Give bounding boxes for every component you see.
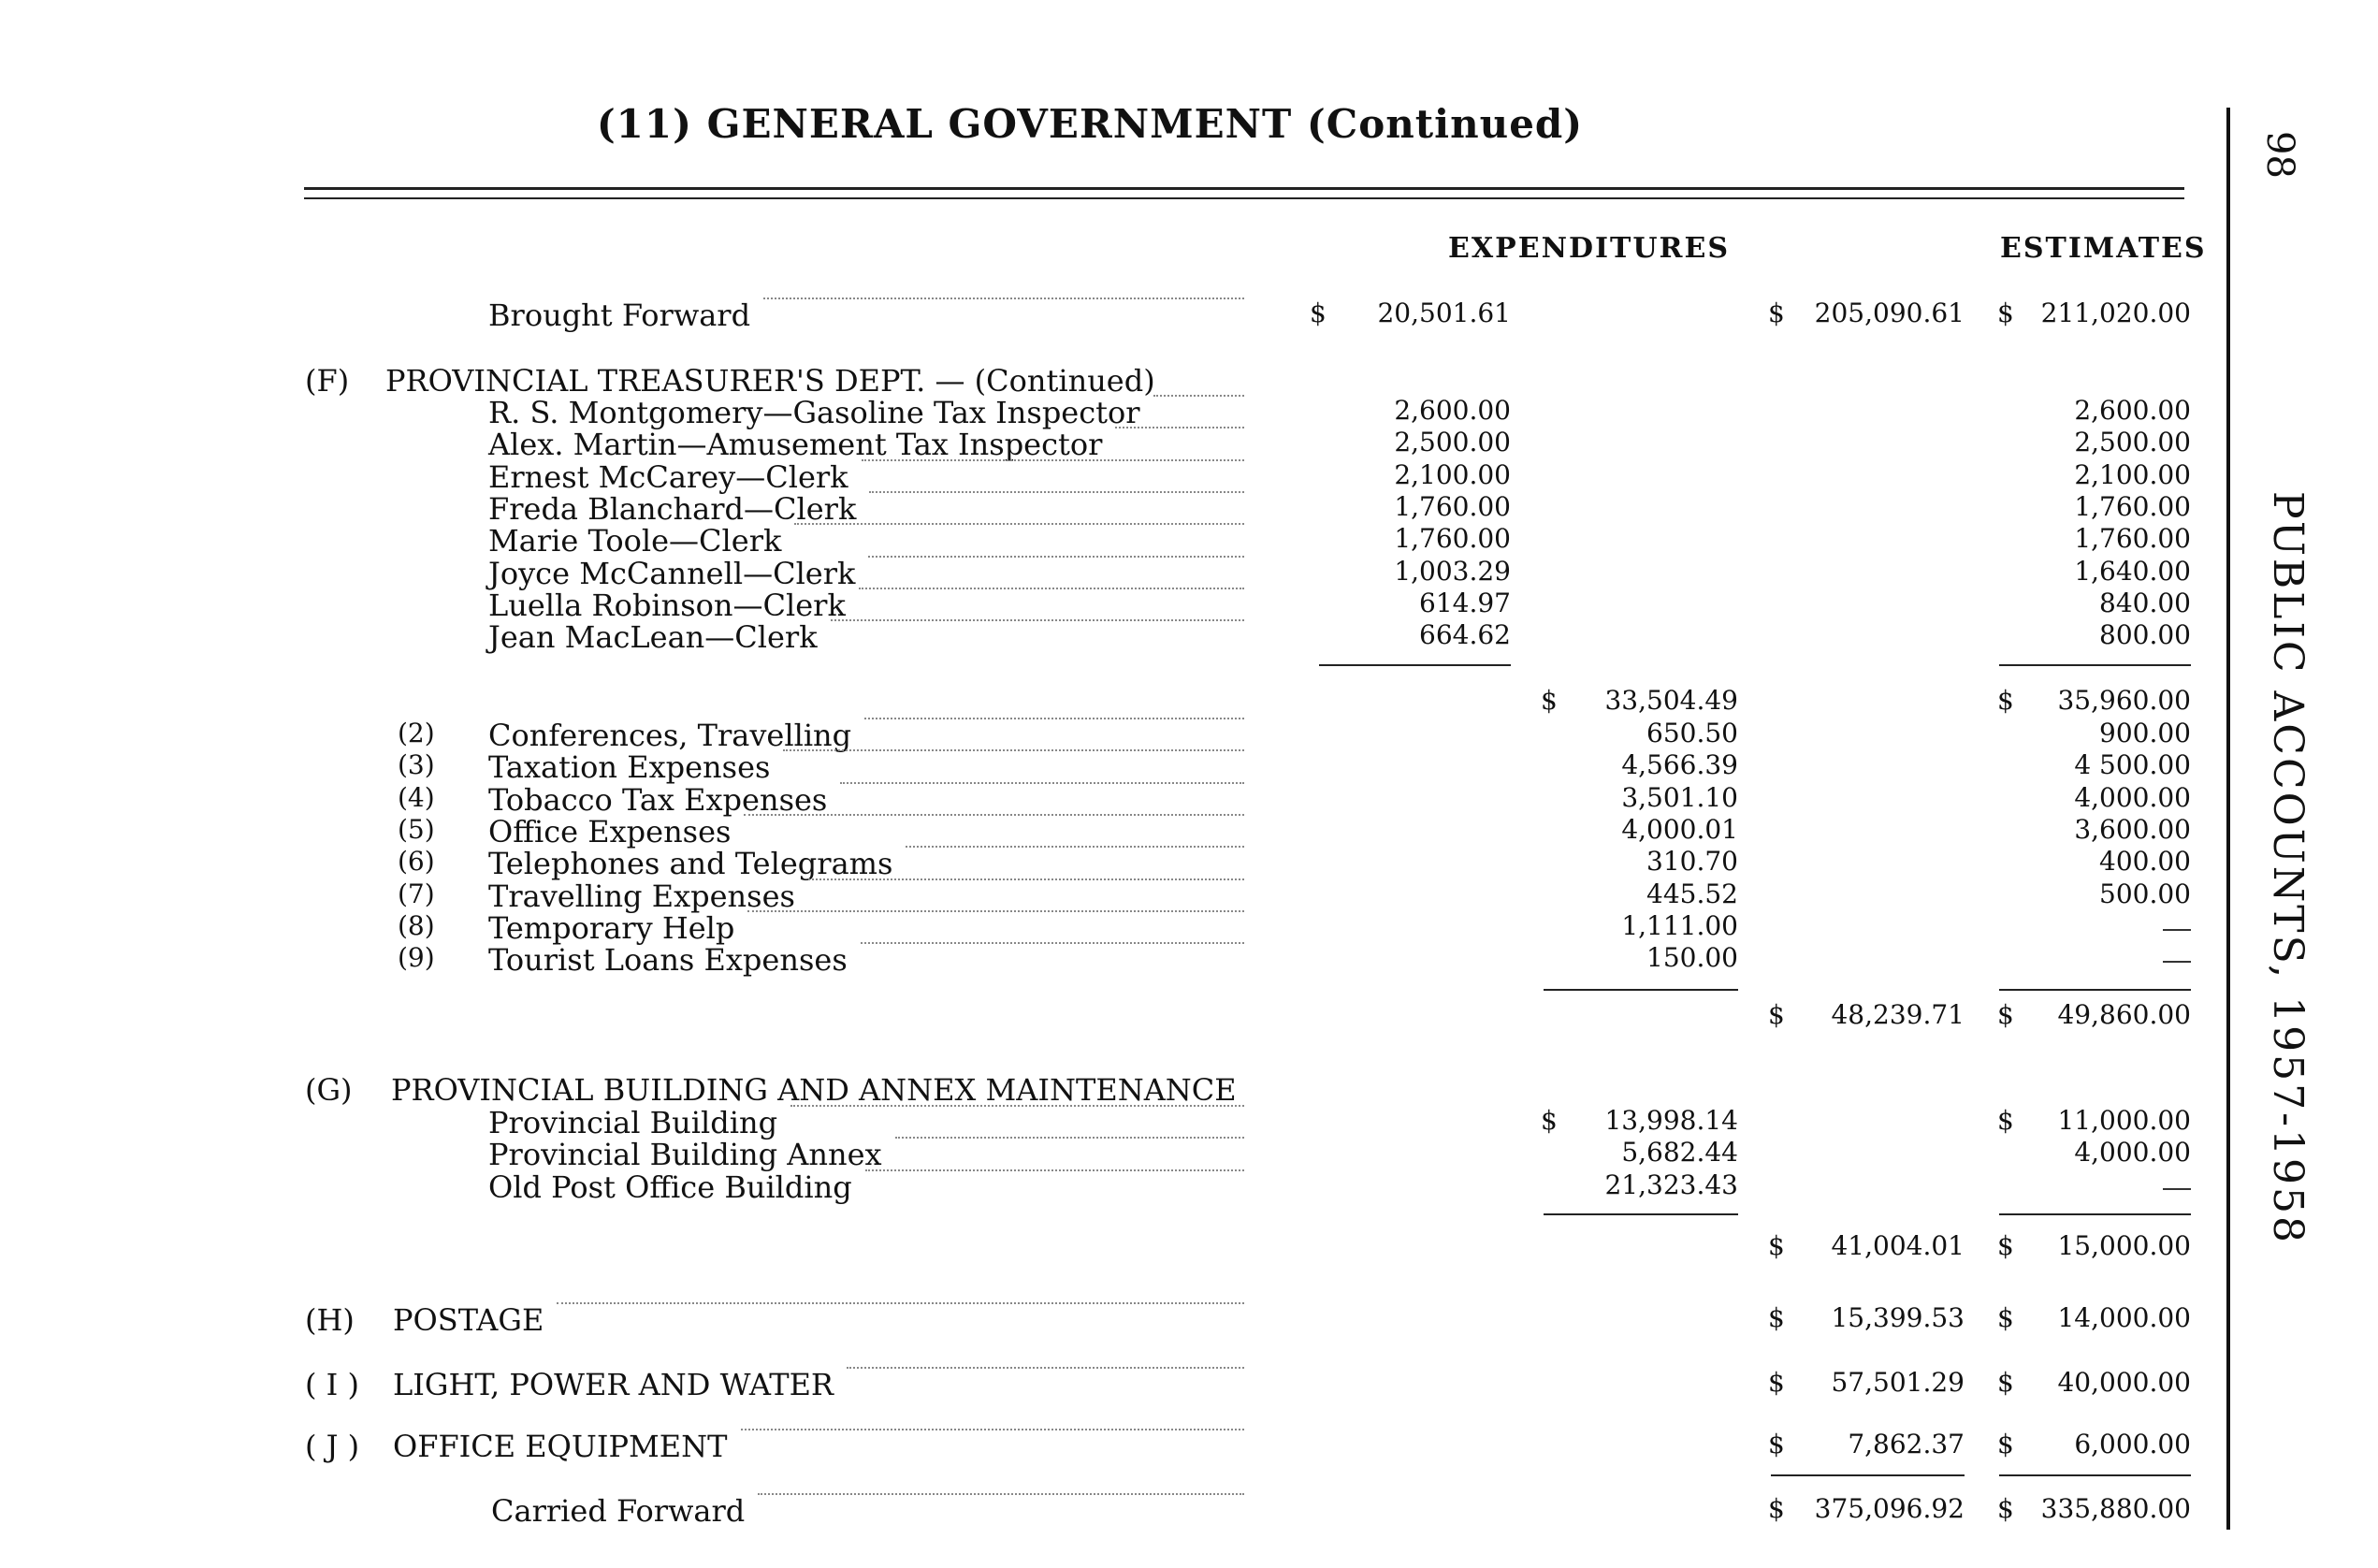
row-label: R. S. Montgomery—Gasoline Tax Inspector	[488, 395, 1140, 430]
item-expenditure: 4,000.01	[1621, 813, 1738, 845]
staff-estimate: 840.00	[2099, 587, 2191, 618]
salaries-subtotal: 33,504.49	[1604, 685, 1738, 716]
item-number: (4)	[398, 781, 435, 813]
section-g-estimate: 15,000.00	[2057, 1230, 2191, 1261]
section-h-row-total: 15,399.53	[1831, 1302, 1965, 1333]
row-label: Provincial Building	[488, 1105, 778, 1140]
expense-item-row	[0, 782, 2226, 816]
dot-leader	[758, 1493, 1244, 1495]
dollar-sign: $	[1541, 1105, 1558, 1136]
dot-leader	[840, 782, 1244, 784]
building-item-row	[0, 1105, 2226, 1139]
dollar-sign: $	[1768, 1367, 1785, 1398]
item-expenditure: 4,566.39	[1621, 749, 1738, 781]
dot-leader	[747, 910, 1244, 912]
section-i-row	[0, 1367, 2226, 1401]
staff-expenditure: 664.62	[1419, 619, 1511, 651]
item-estimate-dash	[2163, 961, 2191, 963]
dot-leader	[808, 878, 1244, 880]
row-label: Jean MacLean—Clerk	[488, 619, 818, 656]
staff-estimate: 2,500.00	[2074, 427, 2191, 458]
staff-row	[0, 395, 2226, 428]
page-title: (11) GENERAL GOVERNMENT (Continued)	[596, 101, 1584, 147]
row-label: POSTAGE	[393, 1302, 544, 1338]
staff-expenditure: 1,760.00	[1394, 490, 1511, 522]
row-label: Luella Robinson—Clerk	[488, 587, 846, 623]
staff-estimate: 800.00	[2099, 619, 2191, 651]
building-expenditure: 21,323.43	[1604, 1169, 1738, 1200]
carried-forward-total: 375,096.92	[1814, 1493, 1965, 1524]
section-j-row	[0, 1429, 2226, 1462]
row-label: Marie Toole—Clerk	[488, 523, 782, 559]
item-expenditure: 3,501.10	[1621, 781, 1738, 813]
dollar-sign: $	[1768, 1429, 1785, 1459]
item-estimate	[2163, 910, 2165, 912]
dollar-sign: $	[1310, 298, 1327, 328]
dot-leader	[790, 1105, 1244, 1107]
section-i-row-total: 57,501.29	[1831, 1367, 1965, 1398]
header-rule	[304, 187, 2184, 190]
row-label: Tobacco Tax Expenses	[488, 781, 828, 818]
row-label: OFFICE EQUIPMENT	[393, 1429, 728, 1464]
staff-row	[0, 619, 2226, 656]
staff-expenditure: 2,600.00	[1394, 395, 1511, 426]
staff-expenditure: 2,100.00	[1394, 458, 1511, 490]
dollar-sign: $	[1997, 1230, 2014, 1261]
item-number: (7)	[398, 878, 435, 909]
item-expenditure: 650.50	[1646, 718, 1738, 748]
expense-item-row	[0, 749, 2226, 786]
margin-rule	[2226, 108, 2230, 1530]
item-estimate	[2163, 942, 2165, 944]
dollar-sign: $	[1768, 999, 1785, 1030]
expense-item-row	[0, 878, 2226, 912]
salaries-subtotal-rule	[1319, 664, 1511, 666]
item-number: (9)	[398, 942, 435, 974]
expense-item-row	[0, 814, 2226, 848]
dot-leader	[783, 749, 1244, 751]
dollar-sign: $	[1768, 1302, 1785, 1333]
item-estimate: 500.00	[2099, 878, 2191, 909]
building-item-row	[0, 1137, 2226, 1173]
building-estimate-dash	[2163, 1188, 2191, 1190]
staff-expenditure: 614.97	[1419, 587, 1511, 618]
item-estimate-dash	[2163, 929, 2191, 931]
section-h-row-estimate: 14,000.00	[2057, 1302, 2191, 1333]
building-estimate: 4,000.00	[2074, 1137, 2191, 1169]
column-header-expenditures: EXPENDITURES	[1448, 232, 1730, 265]
row-label: LIGHT, POWER AND WATER	[393, 1367, 834, 1402]
item-number: (6)	[398, 846, 435, 878]
staff-row	[0, 523, 2226, 557]
dot-leader	[862, 459, 1244, 461]
item-expenditure: 310.70	[1646, 846, 1738, 878]
dollar-sign: $	[1997, 999, 2014, 1030]
section-f-subtotal-rule	[1544, 989, 1738, 991]
row-label: Travelling Expenses	[488, 878, 795, 914]
section-g-subtotal-rule	[1544, 1213, 1738, 1215]
header-rule-thin	[304, 197, 2184, 199]
staff-row	[0, 556, 2226, 589]
section-f-total: 48,239.71	[1831, 999, 1965, 1030]
item-estimate: 4 500.00	[2074, 749, 2191, 781]
expense-item-row	[0, 910, 2226, 944]
row-label: Temporary Help	[488, 909, 735, 946]
section-f-estimate: 49,860.00	[2057, 999, 2191, 1030]
dollar-sign: $	[1997, 298, 2014, 328]
building-expenditure: 5,682.44	[1621, 1137, 1738, 1169]
row-label: PROVINCIAL BUILDING AND ANNEX MAINTENANCE	[391, 1072, 1237, 1108]
section-letter: ( I )	[305, 1367, 359, 1402]
dot-leader	[831, 619, 1244, 621]
row-label: Telephones and Telegrams	[488, 846, 893, 882]
row-label: Freda Blanchard—Clerk	[488, 490, 857, 527]
section-f-estimate-rule	[1999, 989, 2191, 991]
section-f-total-row	[0, 999, 2226, 1033]
dot-leader	[1153, 395, 1244, 397]
item-expenditure: 1,111.00	[1621, 909, 1738, 941]
section-letter: (H)	[305, 1302, 355, 1338]
dollar-sign: $	[1997, 1429, 2014, 1459]
staff-row	[0, 491, 2226, 525]
staff-row	[0, 459, 2226, 493]
staff-row	[0, 427, 2226, 463]
salaries-estimate-rule	[1999, 664, 2191, 666]
building-estimate: 11,000.00	[2057, 1105, 2191, 1136]
dot-leader	[868, 556, 1244, 558]
staff-estimate: 1,760.00	[2074, 523, 2191, 555]
brought-forward-estimate: 211,020.00	[2040, 298, 2191, 328]
item-estimate: 400.00	[2099, 846, 2191, 878]
item-number: (3)	[398, 749, 435, 781]
dot-leader	[895, 1137, 1244, 1139]
carried-total-rule	[1771, 1474, 1965, 1476]
carried-estimate-rule	[1999, 1474, 2191, 1476]
row-label: Tourist Loans Expenses	[488, 942, 848, 979]
item-expenditure: 445.52	[1646, 878, 1738, 909]
row-label: Taxation Expenses	[488, 749, 771, 786]
dollar-sign: $	[1997, 1367, 2014, 1398]
dot-leader	[744, 814, 1244, 816]
section-j-row-estimate: 6,000.00	[2074, 1429, 2191, 1459]
dollar-sign: $	[1541, 685, 1558, 716]
dot-leader	[741, 1429, 1245, 1430]
item-number: (8)	[398, 909, 435, 941]
item-estimate: 900.00	[2099, 718, 2191, 748]
dollar-sign: $	[1997, 685, 2014, 716]
staff-expenditure: 1,760.00	[1394, 523, 1511, 555]
staff-estimate: 2,100.00	[2074, 458, 2191, 490]
row-label: PROVINCIAL TREASURER'S DEPT. — (Continued)	[385, 363, 1155, 399]
page-number: 98	[2258, 131, 2301, 179]
item-number: (2)	[398, 718, 435, 748]
section-letter: (G)	[305, 1072, 353, 1108]
dot-leader	[1115, 427, 1244, 428]
column-header-estimates: ESTIMATES	[2000, 232, 2207, 265]
dollar-sign: $	[1768, 298, 1785, 328]
expense-item-row	[0, 942, 2226, 979]
dot-leader	[859, 588, 1244, 589]
brought-forward-expenditure: 20,501.61	[1377, 298, 1511, 328]
dollar-sign: $	[1997, 1105, 2014, 1136]
row-label: Conferences, Travelling	[488, 718, 852, 753]
section-g-heading	[0, 1072, 2226, 1106]
dollar-sign: $	[1997, 1302, 2014, 1333]
expense-item-row	[0, 846, 2226, 882]
row-label: Old Post Office Building	[488, 1169, 852, 1205]
section-h-row	[0, 1302, 2226, 1336]
dot-leader	[865, 1169, 1244, 1171]
expense-item-row	[0, 718, 2226, 751]
item-estimate: 3,600.00	[2074, 813, 2191, 845]
row-label: Brought Forward	[488, 298, 751, 333]
row-label: Joyce McCannell—Clerk	[488, 555, 856, 591]
staff-estimate: 2,600.00	[2074, 395, 2191, 426]
item-estimate: 4,000.00	[2074, 781, 2191, 813]
dot-leader	[869, 491, 1244, 493]
item-number: (5)	[398, 813, 435, 845]
dollar-sign: $	[1768, 1230, 1785, 1261]
staff-expenditure: 1,003.29	[1394, 555, 1511, 587]
item-expenditure: 150.00	[1646, 942, 1738, 974]
section-j-row-total: 7,862.37	[1848, 1429, 1965, 1459]
staff-estimate: 1,640.00	[2074, 555, 2191, 587]
salaries-subtotal-row	[0, 685, 2226, 719]
building-estimate	[2163, 1169, 2165, 1171]
side-title: PUBLIC ACCOUNTS, 1957-1958	[2264, 491, 2312, 1245]
brought-forward-row	[0, 298, 2226, 331]
dot-leader	[864, 718, 1244, 719]
row-label: Office Expenses	[488, 813, 732, 849]
section-g-total-row	[0, 1230, 2226, 1264]
row-label: Carried Forward	[491, 1493, 746, 1529]
row-label: Provincial Building Annex	[488, 1137, 882, 1173]
staff-estimate: 1,760.00	[2074, 490, 2191, 522]
dot-leader	[557, 1302, 1244, 1304]
building-item-row	[0, 1169, 2226, 1203]
carried-forward-estimate: 335,880.00	[2040, 1493, 2191, 1524]
dollar-sign: $	[1768, 1493, 1785, 1524]
building-expenditure: 13,998.14	[1604, 1105, 1738, 1136]
section-f-heading	[0, 363, 2226, 397]
dot-leader	[794, 523, 1244, 525]
staff-row	[0, 588, 2226, 621]
section-g-total: 41,004.01	[1831, 1230, 1965, 1261]
salaries-estimate: 35,960.00	[2057, 685, 2191, 716]
dot-leader	[763, 298, 1244, 299]
dot-leader	[861, 942, 1244, 944]
carried-forward-row	[0, 1493, 2226, 1527]
brought-forward-total: 205,090.61	[1814, 298, 1965, 328]
section-letter: (F)	[305, 363, 350, 399]
section-i-row-estimate: 40,000.00	[2057, 1367, 2191, 1398]
dot-leader	[847, 1367, 1244, 1369]
staff-expenditure: 2,500.00	[1394, 427, 1511, 458]
row-label: Alex. Martin—Amusement Tax Inspector	[488, 427, 1103, 463]
section-letter: ( J )	[305, 1429, 360, 1464]
row-label: Ernest McCarey—Clerk	[488, 458, 848, 495]
dot-leader	[906, 846, 1244, 848]
dollar-sign: $	[1997, 1493, 2014, 1524]
section-g-estimate-rule	[1999, 1213, 2191, 1215]
